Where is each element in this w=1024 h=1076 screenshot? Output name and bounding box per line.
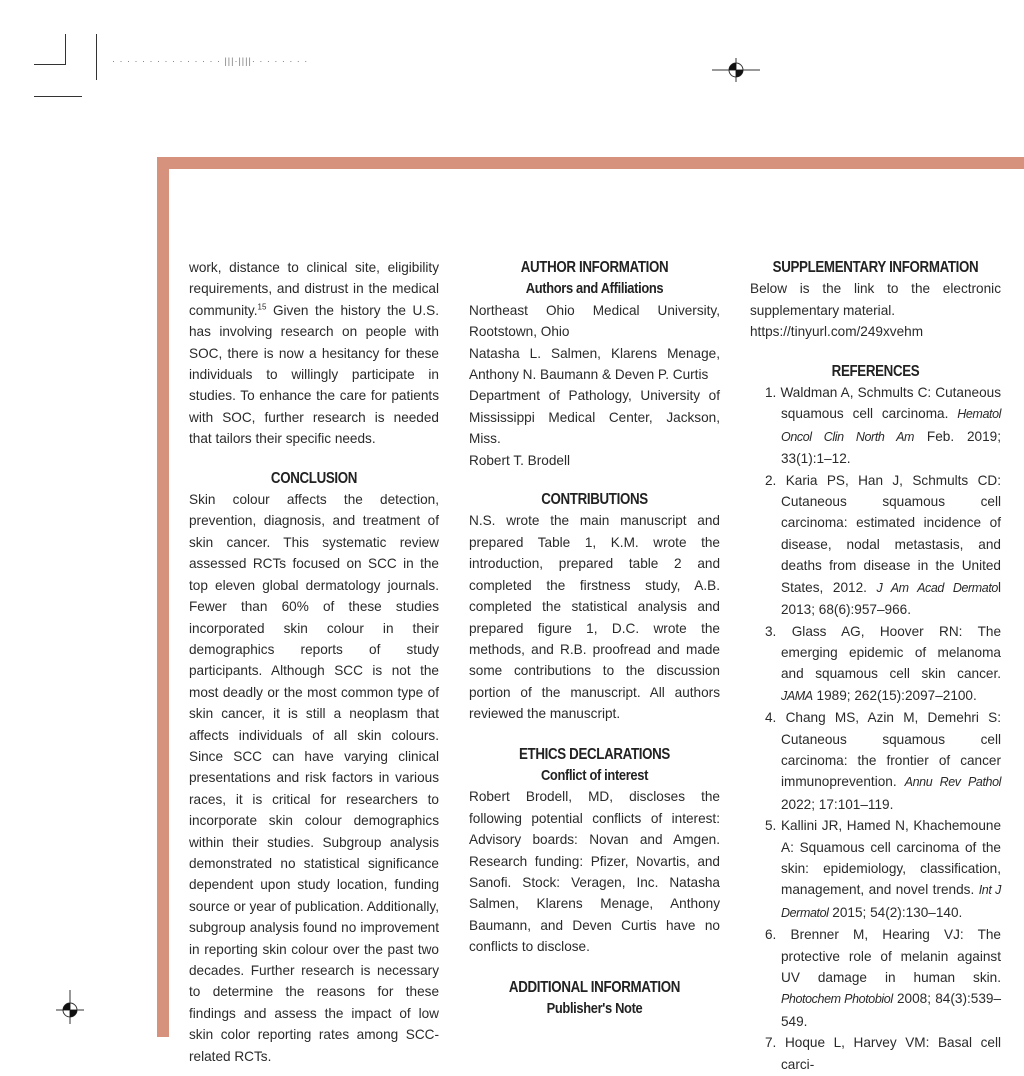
spacer bbox=[469, 958, 720, 977]
reference-text: Chang MS, Azin M, Demehri S: Cutaneous squamous cell carcinoma: the frontier of cancer immunoprevention. bbox=[781, 710, 1002, 790]
contributions-text: N.S. wrote the main manuscript and prepared Table 1, K.M. wrote the introduction, prepared table 2 and completed the firstness study, A.B. completed the statistical analysis and prepared figure 1, D.C. wrote the methods, and R.B. proofread and made some contributions to the discussion portion of the manuscript. All authors reviewed the manuscript. bbox=[469, 513, 720, 722]
crop-mark-vertical-2 bbox=[96, 34, 97, 80]
reference-item bbox=[750, 1032, 1001, 1076]
reference-journal: Annu Rev Pathol bbox=[904, 775, 1001, 790]
crop-mark-vertical bbox=[65, 34, 66, 64]
reference-item bbox=[750, 815, 1001, 924]
intro-paragraph bbox=[189, 257, 439, 450]
ethics-heading: ETHICS DECLARATIONS bbox=[519, 745, 670, 763]
registration-mark-icon-bottom bbox=[56, 990, 84, 1024]
conflict-text: Robert Brodell, MD, discloses the following potential conflicts of interest: Advisory boards: Novan and Amgen. Research funding: Pfizer, Novartis, and Sanofi. Stock: Veragen, Inc. Natasha Salmen, Klarens Menage, Anthony Baumann, and Deven Curtis have no conflicts to disclose. bbox=[469, 789, 720, 955]
intro-text: work, distance to clinical site, eligibility requirements, and distrust in the medical community. bbox=[189, 260, 439, 318]
references-heading: REFERENCES bbox=[831, 362, 920, 380]
intro-text-continued: Given the history the U.S. has involving research on people with SOC, there is now a hesitancy for these individuals to willingly participate in studies. To enhance the care for patients with SOC, further research is needed that tailors their specific needs. bbox=[189, 302, 439, 447]
reference-citation: l 2013; 68(6):957–966. bbox=[781, 579, 1001, 618]
contributions-heading: CONTRIBUTIONS bbox=[541, 491, 648, 509]
reference-text: Hoque L, Harvey VM: Basal cell carci- bbox=[781, 1035, 1001, 1072]
reference-text: Karia PS, Han J, Schmults CD: Cutaneous squamous cell carcinoma: estimated incidence of disease, nodal metastasis, and deaths from disease in the United States, 2012. bbox=[781, 472, 1002, 595]
reference-number: 4. bbox=[765, 710, 777, 726]
reference-number: 5. bbox=[765, 818, 777, 834]
spacer bbox=[750, 343, 1001, 361]
reference-item bbox=[750, 707, 1001, 815]
reference-journal: Hematol Oncol Clin North Am bbox=[781, 407, 1001, 444]
affiliation-3: Department of Pathology, University of Mississippi Medical Center, Jackson, Miss. bbox=[469, 388, 720, 447]
supplementary-heading: SUPPLEMENTARY INFORMATION bbox=[772, 259, 979, 276]
reference-text: Glass AG, Hoover RN: The emerging epidemic of melanoma and squamous cell skin cancer. bbox=[781, 623, 1002, 682]
author-information-heading: AUTHOR INFORMATION bbox=[520, 259, 669, 276]
reference-citation: 2022; 17:101–119. bbox=[781, 796, 894, 812]
supplementary-text: Below is the link to the electronic supplementary material. bbox=[750, 281, 1001, 318]
reference-number: 6. bbox=[765, 927, 777, 943]
spacer bbox=[469, 471, 720, 489]
additional-information-heading: ADDITIONAL INFORMATION bbox=[508, 978, 681, 996]
conclusion-text: Skin colour affects the detection, prevention, diagnosis, and treatment of skin cancer. This systematic review assessed RCTs focused on SCC in the top eleven global dermatology journals. Fewer than 60% of these studies incorporated skin colour in their demographics reports of study participants. Although SCC is not the most deadly or the most common type of skin cancer, it is still a neoplasm that affects individuals of all skin colours. Since SCC can have varying clinical presentations and risk factors in various races, it is critical for researchers to incorporate skin colour demographics within their studies. Subgroup analysis demonstrated no statistical significance dependent upon study location, funding source or year of publication. Additionally, subgroup analysis found no improvement in reporting skin colour over the past two decades. Further research is necessary to determine the reasons for these findings and assess the impact of low skin color reporting rates among SCC-related RCTs. bbox=[189, 492, 439, 1064]
column-3 bbox=[750, 257, 1001, 1076]
reference-text: Waldman A, Schmults C: Cutaneous squamous cell carcinoma. bbox=[780, 385, 1002, 422]
citation-superscript: 15 bbox=[257, 302, 267, 312]
reference-citation: Feb. 2019; 33(1):1–12. bbox=[781, 428, 1001, 467]
reference-number: 3. bbox=[765, 623, 777, 639]
reference-number: 7. bbox=[765, 1035, 777, 1051]
registration-mark-icon bbox=[712, 56, 760, 84]
page-frame-top bbox=[157, 157, 1024, 169]
reference-number: 1. bbox=[765, 385, 777, 401]
reference-journal: JAMA bbox=[781, 688, 813, 703]
conflict-heading: Conflict of interest bbox=[540, 766, 649, 784]
reference-citation: 2015; 54(2):130–140. bbox=[828, 904, 963, 920]
affiliation-2: Natasha L. Salmen, Klarens Menage, Anthony N. Baumann & Deven P. Curtis bbox=[469, 345, 720, 383]
reference-item bbox=[750, 470, 1001, 621]
crop-mark-horizontal-2 bbox=[34, 96, 82, 97]
reference-journal: Photochem Photobiol bbox=[781, 992, 893, 1007]
reference-journal: Int J Dermatol bbox=[781, 883, 1002, 920]
spacer bbox=[189, 450, 439, 468]
reference-citation: 1989; 262(15):2097–2100. bbox=[812, 687, 977, 703]
page-frame-left bbox=[157, 157, 169, 1037]
column-2 bbox=[469, 257, 720, 1019]
reference-item bbox=[750, 924, 1001, 1032]
reference-item bbox=[750, 382, 1001, 470]
column-1 bbox=[189, 257, 439, 1067]
reference-number: 2. bbox=[765, 472, 777, 488]
reference-text: Kallini JR, Hamed N, Khachemoune A: Squamous cell carcinoma of the skin: epidemiology, classification, management, and novel trends. bbox=[780, 818, 1001, 898]
spacer bbox=[469, 725, 720, 744]
affiliation-4: Robert T. Brodell bbox=[469, 452, 570, 468]
affiliation-1: Northeast Ohio Medical University, Rootstown, Ohio bbox=[469, 302, 720, 340]
header-strip: · · · · · · · · · · · · · · · |||·||||· · · · · · · · bbox=[112, 56, 309, 66]
reference-text: Brenner M, Hearing VJ: The protective role of melanin against UV damage in human skin. bbox=[781, 927, 1001, 985]
conclusion-heading: CONCLUSION bbox=[270, 469, 358, 487]
publisher-note-heading: Publisher's Note bbox=[546, 1000, 643, 1017]
reference-journal: J Am Acad Dermato bbox=[876, 580, 998, 595]
reference-citation: 2008; 84(3):539–549. bbox=[781, 991, 1002, 1029]
reference-item bbox=[750, 621, 1001, 708]
reference-list bbox=[750, 382, 1001, 1076]
affiliations-heading: Authors and Affiliations bbox=[525, 280, 664, 298]
crop-mark-horizontal bbox=[34, 64, 66, 65]
supplementary-link[interactable]: https://tinyurl.com/249xvehm bbox=[750, 324, 924, 340]
